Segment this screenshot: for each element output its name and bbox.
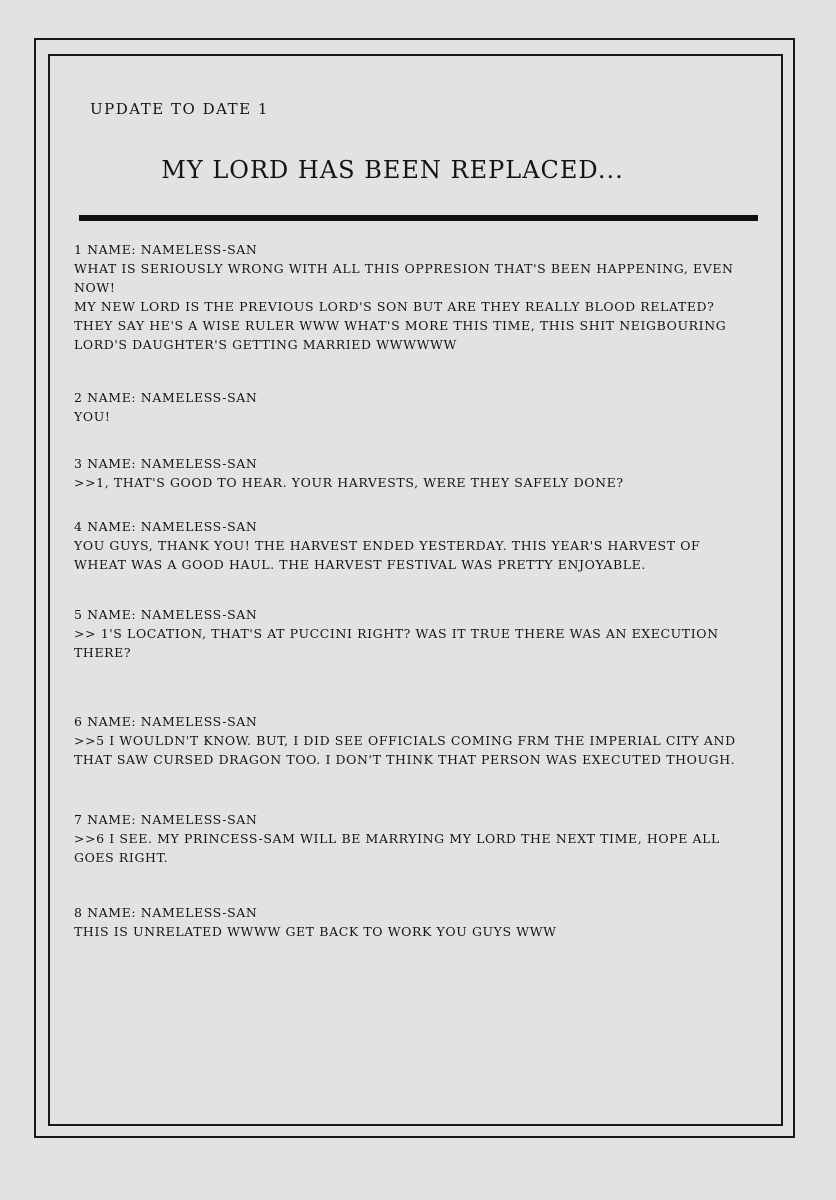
post-header: 3 NAME: NAMELESS-SAN (74, 456, 258, 471)
post-header: 2 NAME: NAMELESS-SAN (74, 390, 258, 405)
post-body: WHAT IS SERIOUSLY WRONG WITH ALL THIS OPPRESION THAT'S BEEN HAPPENING, EVEN NOW! MY NEW LORD IS THE PREVIOUS LORD'S SON BUT ARE THEY REALLY BLOOD RELATED? THEY SAY HE'S A WISE RULER WWW WHAT'S MORE THIS TIME, THIS SHIT NEIGBOURING LORD'S DAUGHTER'S GETTING MARRIED WWWWWW (74, 261, 734, 352)
post-body: THIS IS UNRELATED WWWW GET BACK TO WORK YOU GUYS WWW (74, 924, 557, 939)
post-body: YOU! (74, 409, 111, 424)
forum-post-2 (74, 388, 754, 426)
post-body: >>5 I WOULDN'T KNOW. BUT, I DID SEE OFFICIALS COMING FRM THE IMPERIAL CITY AND THAT SAW CURSED DRAGON TOO. I DON'T THINK THAT PERSON WAS EXECUTED THOUGH. (74, 733, 736, 767)
forum-post-7 (74, 810, 754, 867)
post-header: 1 NAME: NAMELESS-SAN (74, 242, 258, 257)
post-header: 5 NAME: NAMELESS-SAN (74, 607, 258, 622)
forum-post-5 (74, 605, 754, 662)
post-header: 4 NAME: NAMELESS-SAN (74, 519, 258, 534)
forum-post-8 (74, 903, 754, 941)
post-body: >>1, THAT'S GOOD TO HEAR. YOUR HARVESTS, WERE THEY SAFELY DONE? (74, 475, 624, 490)
page-title: MY LORD HAS BEEN REPLACED... (161, 156, 624, 184)
forum-post-4 (74, 517, 754, 574)
post-header: 8 NAME: NAMELESS-SAN (74, 905, 258, 920)
post-body: >>6 I SEE. MY PRINCESS-SAM WILL BE MARRYING MY LORD THE NEXT TIME, HOPE ALL GOES RIGHT. (74, 831, 720, 865)
post-header: 6 NAME: NAMELESS-SAN (74, 714, 258, 729)
post-body: >> 1'S LOCATION, THAT'S AT PUCCINI RIGHT? WAS IT TRUE THERE WAS AN EXECUTION THERE? (74, 626, 719, 660)
forum-post-1 (74, 240, 754, 354)
title-divider (79, 215, 758, 221)
post-header: 7 NAME: NAMELESS-SAN (74, 812, 258, 827)
forum-post-3 (74, 454, 754, 492)
forum-post-6 (74, 712, 754, 769)
post-body: YOU GUYS, THANK YOU! THE HARVEST ENDED YESTERDAY. THIS YEAR'S HARVEST OF WHEAT WAS A GOOD HAUL. THE HARVEST FESTIVAL WAS PRETTY ENJOYABLE. (74, 538, 701, 572)
page-subtitle: UPDATE TO DATE 1 (90, 100, 269, 118)
